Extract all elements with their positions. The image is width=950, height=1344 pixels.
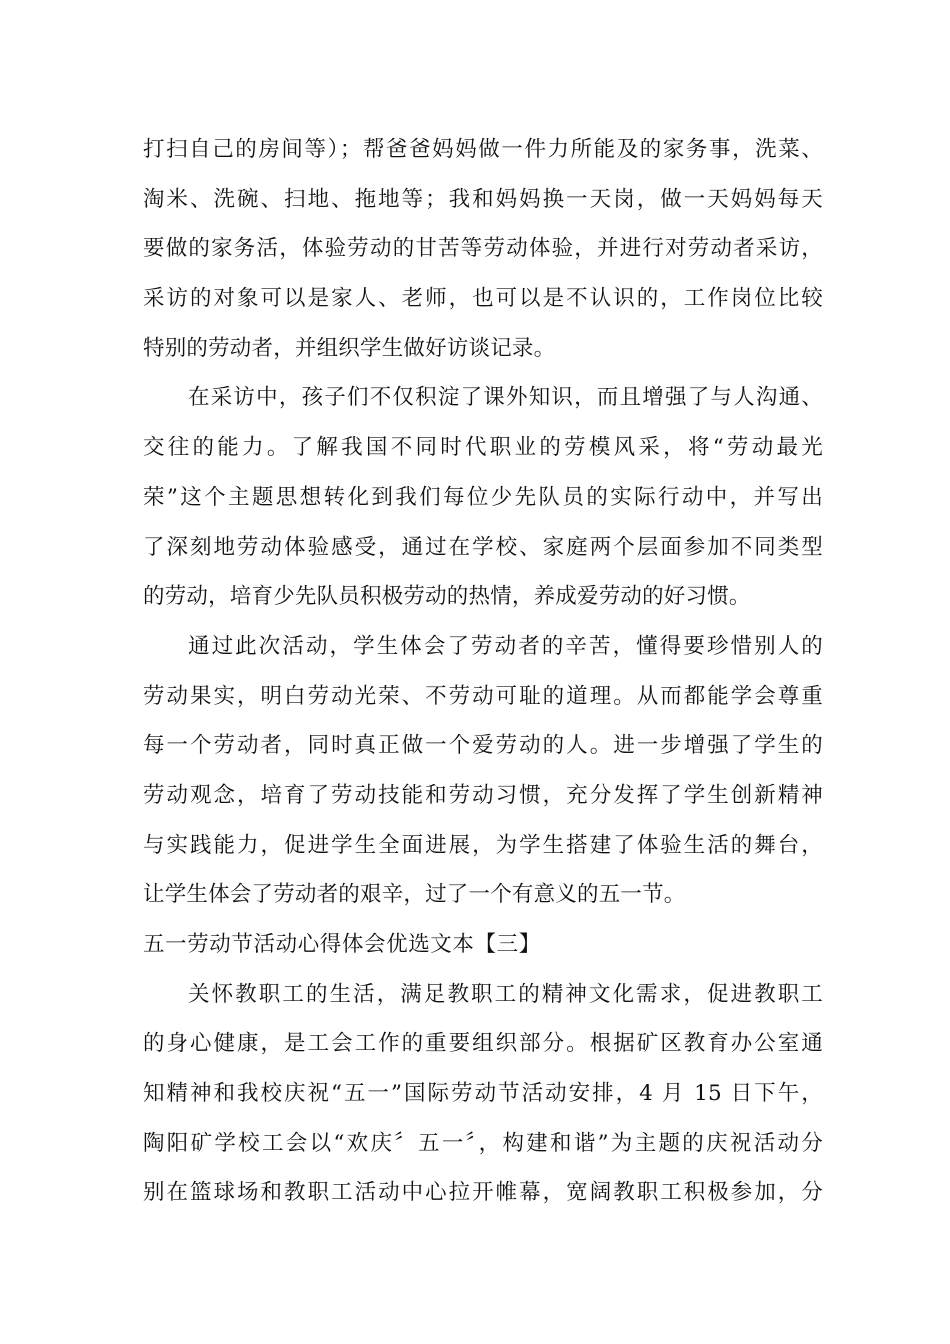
text-line: 别在篮球场和教职工活动中心拉开帷幕，宽阔教职工积极参加，分 (143, 1180, 823, 1206)
paragraph (143, 970, 823, 1218)
text-line: 荣”这个主题思想转化到我们每位少先队员的实际行动中，并写出 (143, 484, 823, 510)
text-line: 劳动果实，明白劳动光荣、不劳动可耻的道理。从而都能学会尊重 (143, 683, 823, 709)
text-line: 打扫自己的房间等）；帮爸爸妈妈做一件力所能及的家务事，洗菜、 (143, 137, 823, 162)
text-line: 劳动观念，培育了劳动技能和劳动习惯，充分发挥了学生创新精神 (143, 782, 823, 808)
text-line: 的劳动，培育少先队员积极劳动的热情，养成爱劳动的好习惯。 (143, 584, 751, 610)
text-line: 与实践能力，促进学生全面进展，为学生搭建了体验生活的舞台， (143, 832, 823, 858)
heading-text: 五一劳动节活动心得体会优选文本【三】 (143, 932, 541, 957)
text-line: 采访的对象可以是家人、老师，也可以是不认识的，工作岗位比较 (143, 286, 823, 312)
text-line: 在采访中，孩子们不仅积淀了课外知识，而且增强了与人沟通、 (188, 385, 823, 411)
text-line: 交往的能力。了解我国不同时代职业的劳模风采，将“劳动最光 (143, 435, 823, 461)
paragraph (143, 622, 823, 920)
paragraph-continuation (143, 125, 823, 373)
text-line: 要做的家务活，体验劳动的甘苦等劳动体验，并进行对劳动者采访， (143, 236, 823, 262)
section-heading (143, 920, 823, 970)
text-line: 陶阳矿学校工会以“欢庆〞五一〞，构建和谐”为主题的庆祝活动分 (143, 1130, 823, 1156)
document-body (143, 125, 823, 1218)
text-line: 让学生体会了劳动者的艰辛，过了一个有意义的五一节。 (143, 882, 686, 908)
text-line: 了深刻地劳动体验感受，通过在学校、家庭两个层面参加不同类型 (143, 534, 823, 560)
text-line: 每一个劳动者，同时真正做一个爱劳动的人。进一步增强了学生的 (143, 733, 823, 759)
text-line: 关怀教职工的生活，满足教职工的精神文化需求，促进教职工 (188, 981, 823, 1007)
text-line: 淘米、洗碗、扫地、拖地等；我和妈妈换一天岗，做一天妈妈每天 (143, 186, 823, 212)
paragraph (143, 373, 823, 621)
text-line: 通过此次活动，学生体会了劳动者的辛苦，懂得要珍惜别人的 (188, 633, 823, 659)
text-line: 特别的劳动者，并组织学生做好访谈记录。 (143, 335, 556, 361)
text-line: 知精神和我校庆祝“五一”国际劳动节活动安排，4 月 15 日下午， (143, 1081, 824, 1107)
text-line: 的身心健康，是工会工作的重要组织部分。根据矿区教育办公室通 (143, 1031, 823, 1057)
